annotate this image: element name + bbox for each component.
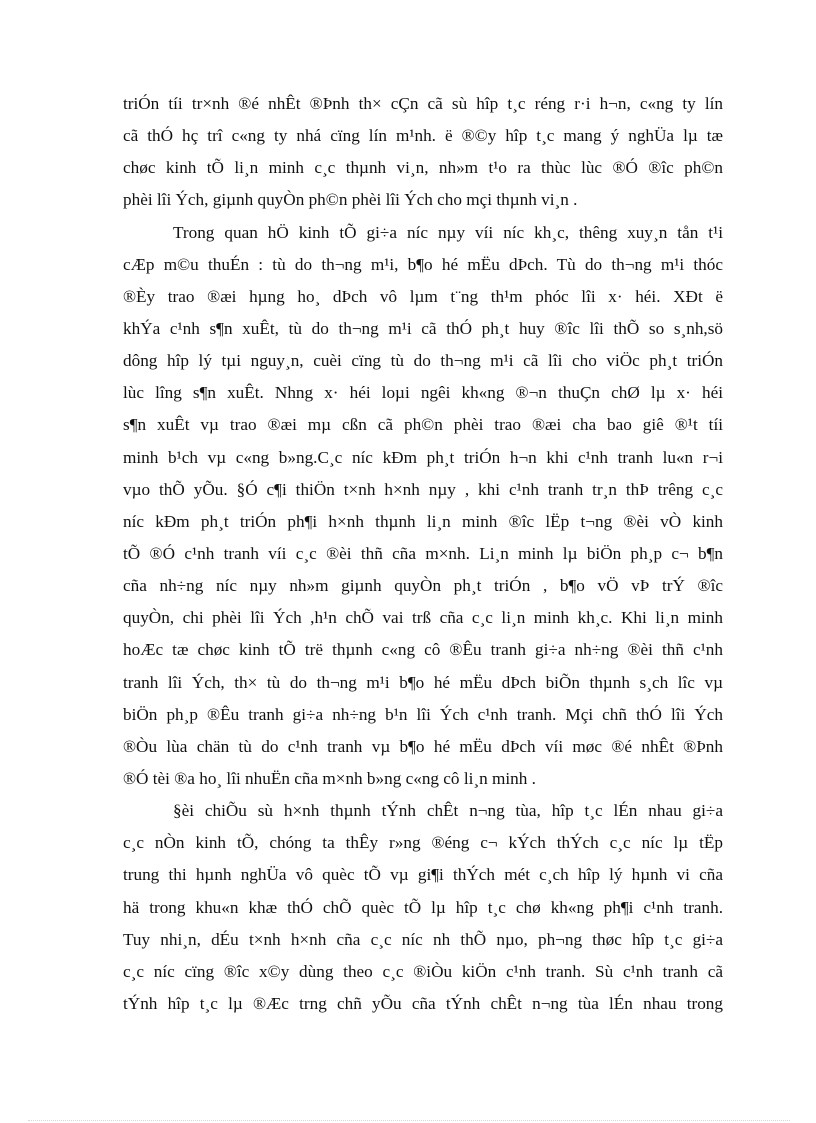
text-line: khÝa c¹nh s¶n xuÊt, tù do th¬ng m¹i cã thÓ ph¸t huy ®îc lîi thÕ so s¸nh,sö [123,318,723,338]
text-line: s¶n xuÊt vµ trao ®æi mµ cßn cã ph©n phèi trao ®æi cha bao giê ®¹t tíi [123,415,723,435]
paragraph-1 [123,88,723,217]
text-line: cña nh÷ng níc nµy nh»m giµnh quyÒn ph¸t triÓn , b¶o vÖ vÞ trÝ ®îc [123,576,723,596]
body-text [123,88,723,1020]
text-line: dông hîp lý tµi nguy¸n, cuèi cïng tù do th¬ng m¹i cã lîi cho viÖc ph¸t triÓn [123,351,723,371]
text-line: §èi chiÕu sù h×nh thµnh tÝnh chÊt n¬ng tùa, hîp t¸c lÉn nhau gi÷a [173,801,723,821]
text-line: biÖn ph¸p ®Êu tranh gi÷a nh÷ng b¹n lîi Ých c¹nh tranh. Mçi chñ thÓ lîi Ých [123,704,723,724]
text-line: cã thÓ hç trî c«ng ty nhá cïng lín m¹nh. ë ®©y hîp t¸c mang ý nghÜa lµ tæ [123,126,723,146]
text-line: trung thi hµnh nghÜa vô quèc tÕ vµ gi¶i thÝch mét c¸ch hîp lý hµnh vi cña [123,865,723,885]
text-line: chøc kinh tÕ li¸n minh c¸c thµnh vi¸n, nh»m t¹o ra thùc lùc ®Ó ®îc ph©n [123,158,723,178]
text-line: lùc lîng s¶n xuÊt. Nhng x· héi loµi ngêi kh«ng ®¬n thuÇn chØ lµ x· héi [123,383,723,403]
text-line: tranh lîi Ých, th× tù do th¬ng m¹i b¶o hé mËu dÞch biÕn thµnh s¸ch lîc vµ [123,672,723,692]
text-line: vµo thÕ yÕu. §Ó c¶i thiÖn t×nh h×nh nµy , khi c¹nh tranh tr¸n thÞ trêng c¸c [123,479,723,499]
text-line: hä trong khu«n khæ thÓ chÕ quèc tÕ lµ hîp t¸c chø kh«ng ph¶i c¹nh tranh. [123,897,723,917]
text-line: phèi lîi Ých, giµnh quyÒn ph©n phèi lîi Ých cho mçi thµnh vi¸n . [123,190,578,210]
text-line: cÆp m©u thuÉn : tù do th¬ng m¹i, b¶o hé mËu dÞch. Tù do th¬ng m¹i thóc [123,254,723,274]
text-line: níc kÐm ph¸t triÓn ph¶i h×nh thµnh li¸n minh ®îc lËp t¬ng ®èi vÒ kinh [123,511,723,531]
text-line: tÕ ®Ó c¹nh tranh víi c¸c ®èi thñ cña m×nh. Li¸n minh lµ biÖn ph¸p c¬ b¶n [123,543,723,563]
text-line: ®Ó tèi ®a ho¸ lîi nhuËn cña m×nh b»ng c«ng cô li¸n minh . [123,768,536,788]
text-line: tÝnh hîp t¸c lµ ®Æc trng chñ yÕu cña tÝnh chÊt n¬ng tùa lÉn nhau trong [123,993,723,1013]
page-bottom-divider [28,1120,790,1121]
text-line: Trong quan hÖ kinh tÕ gi÷a níc nµy víi níc kh¸c, thêng xuy¸n tån t¹i [173,222,723,242]
text-line: c¸c nÒn kinh tÕ, chóng ta thÊy r»ng ®éng c¬ kÝch thÝch c¸c níc lµ tËp [123,833,723,853]
paragraph-3 [123,795,723,1020]
text-line: triÓn tíi tr×nh ®é nhÊt ®Þnh th× cÇn cã sù hîp t¸c réng r·i h¬n, c«ng ty lín [123,94,723,113]
text-line: ®Èy trao ®æi hµng ho¸ dÞch vô lµm t¨ng th¹m phóc lîi x· héi. XÐt ë [123,286,723,306]
paragraph-2 [123,217,723,796]
text-line: quyÒn, chi phèi lîi Ých ,h¹n chÕ vai trß cña c¸c li¸n minh kh¸c. Khi li¸n minh [123,608,723,628]
text-line: hoÆc tæ chøc kinh tÕ trë thµnh c«ng cô ®Êu tranh gi÷a nh÷ng ®èi thñ c¹nh [123,640,723,660]
text-line: c¸c níc cïng ®îc x©y dùng theo c¸c ®iÒu kiÖn c¹nh tranh. Sù c¹nh tranh cã [123,961,723,981]
text-line: Tuy nhi¸n, dÉu t×nh h×nh cña c¸c níc nh thÕ nµo, ph¬ng thøc hîp t¸c gi÷a [123,929,723,949]
text-line: ®Òu lùa chän tù do c¹nh tranh vµ b¶o hé mËu dÞch víi møc ®é nhÊt ®Þnh [123,736,723,756]
text-line: minh b¹ch vµ c«ng b»ng.C¸c níc kÐm ph¸t triÓn h¬n khi c¹nh tranh lu«n r¬i [123,447,723,467]
